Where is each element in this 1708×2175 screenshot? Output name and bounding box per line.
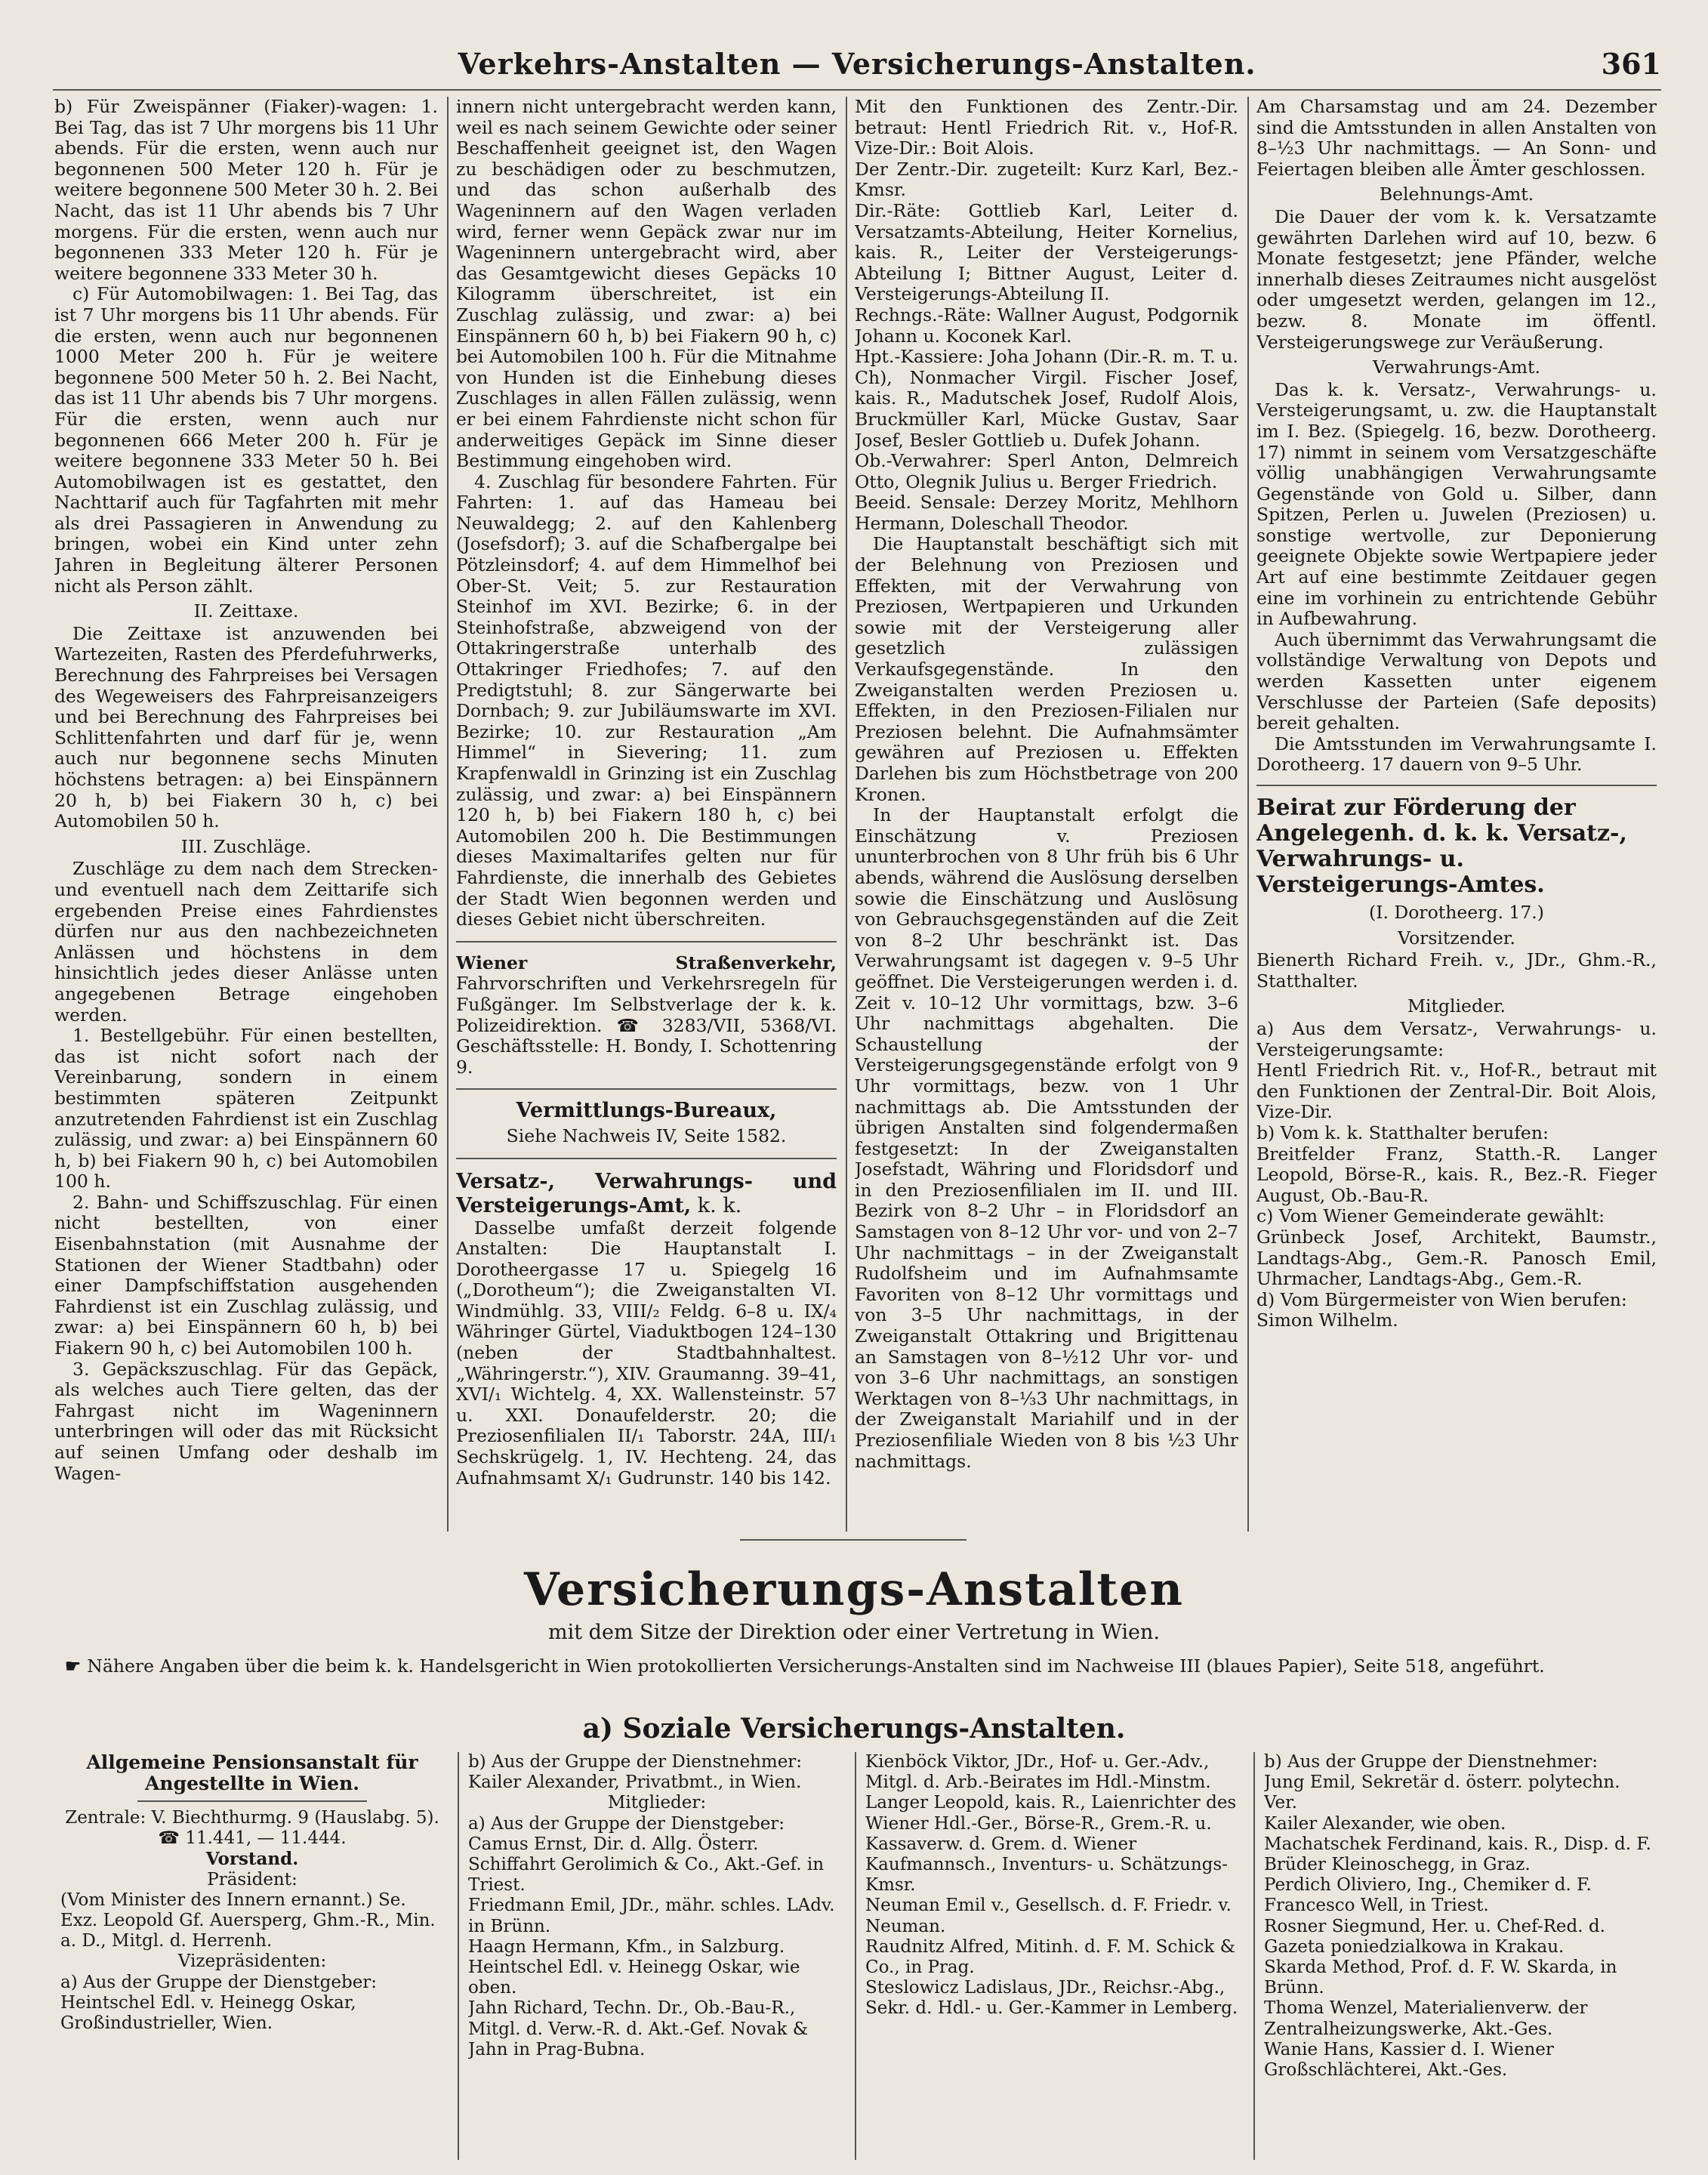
paragraph: Ob.-Verwahrer: Sperl Anton, Delmreich Otto, Olegnik Julius u. Berger Friedrich. (855, 450, 1238, 492)
column-divider (1247, 97, 1249, 1532)
paragraph: Rechngs.-Räte: Wallner August, Podgornik Johann u. Koconek Karl. (855, 304, 1238, 347)
paragraph: Rosner Siegmund, Her. u. Chef-Red. d. Gazeta poniedzialkowa in Krakau. (1264, 1916, 1605, 1957)
entry-text: Siehe Nachweis IV, Seite 1582. (506, 1125, 787, 1146)
paragraph: b) Vom k. k. Statthalter berufen: (1256, 1121, 1549, 1143)
running-title: Verkehrs-Anstalten — Versicherungs-Anstalten. (458, 47, 1256, 81)
paragraph: Dir.-Räte: Gottlieb Karl, Leiter d. Versatzamts-Abteilung, Heiter Kornelius, kais. R., Leiter der Versteigerungs-Abteilung I; Bittner August, Leiter d. Versteigerungs-Abteilung II. (855, 199, 1238, 305)
section-heading: Mitglieder: (607, 1793, 707, 1813)
paragraph: Das k. k. Versatz-, Verwahrungs- u. Versteigerungsamt, u. zw. die Hauptanstalt im I. Bez. (Spiegelg. 16, bezw. Dorotheerg. 17) nimmt in seinem vom Versatzgeschäfte völlig unabhängigen Verwahrungsamte Gegenstände von Gold u. Silber, dann Spitzen, Perlen u. Juwelen (Preziosen) u. sonstige wertvolle, zur Deponierung geeignete Objekte sowie Wertpapiere jeder Art auf eine bestimmte Zeitdauer gegen eine im vorhinein zu entrichtende Gebühr in Aufbewahrung. (1256, 378, 1657, 630)
column-divider (846, 97, 847, 1532)
block-divider (137, 1800, 368, 1802)
paragraph: Beeid. Sensale: Derzey Moritz, Mehlhorn Hermann, Doleschall Theodor. (855, 492, 1238, 534)
paragraph: Wanie Hans, Kassier d. I. Wiener Großschlächterei, Akt.-Ges. (1264, 2039, 1554, 2081)
section-heading: Verwahrungs-Amt. (1373, 356, 1540, 378)
paragraph: (Vom Minister des Innern ernannt.) Se. Exz. Leopold Gf. Auersperg, Ghm.-R., Min. a. D., Mitgl. d. Herrenh. (60, 1890, 436, 1951)
section-heading: III. Zuschläge. (180, 835, 312, 857)
bottom-column-2 (468, 1752, 846, 2160)
paragraph: b) Für Zweispänner (Fiaker)-wagen: 1. Bei Tag, das ist 7 Uhr morgens bis 11 Uhr abends. Für die ersten, wenn auch nur begonnenen 500 Meter 120 h. Für je weitere begonnene 500 Meter 30 h. 2. Bei Nacht, das ist 11 Uhr abends bis 7 Uhr morgens. Für die ersten, wenn auch nur begonnenen 333 Meter 120 h. Für je weitere begonnene 333 Meter 30 h. (54, 97, 438, 284)
subheading: Präsident: (207, 1869, 298, 1890)
entry-title: Vermittlungs-Bureaux, (516, 1099, 777, 1123)
pointing-hand-icon: ☛ (65, 1655, 88, 1677)
paragraph: c) Für Automobilwagen: 1. Bei Tag, das ist 7 Uhr morgens bis 11 Uhr abends. Für die ersten, wenn auch nur begonnenen 1000 Meter 200 h. Für je weitere begonnene 500 Meter 50 h. 2. Bei Nacht, das ist 11 Uhr abends bis 7 Uhr morgens. Für die ersten, wenn auch nur begonnenen 666 Meter 200 h. Für je weitere begonnene 333 Meter 50 h. Bei Automobilwagen ist es gestattet, den Nachttarif auch für Tagfahrten mit mehr als drei Passagieren in Anwendung zu bringen, wobei ein Kind unter zehn Jahren in Begleitung älterer Personen nicht als Person zählt. (54, 283, 438, 597)
paragraph: Bienerth Richard Freih. v., JDr., Ghm.-R., Statthalter. (1256, 949, 1657, 992)
paragraph: Zuschläge zu dem nach dem Strecken- und eventuell nach dem Zeittarife sich ergebenden Preise eines Fahrdienstes dürfen nur aus den nachbezeichneten Anlässen und höchstens in dem hinsichtlich jedes dieser Anlässe unten angegebenen Betrage eingehoben werden. (54, 858, 438, 1026)
paragraph: Kailer Alexander, wie oben. (1264, 1813, 1506, 1834)
paragraph: Hpt.-Kassiere: Joha Johann (Dir.-R. m. T. u. Ch), Nonmacher Virgil. Fischer Josef, kais. R., Madutschek Josef, Rudolf Alois, Bruckmüller Karl, Mücke Gustav, Saar Josef, Besler Gottlieb u. Dufek Johann. (855, 346, 1238, 451)
entry-title: Allgemeine Pensionsanstalt für Angestellte in Wien. (86, 1752, 418, 1794)
paragraph: Mit den Funktionen des Zentr.-Dir. betraut: Hentl Friedrich Rit. v., Hof-R. Vize-Dir.: Boit Alois. (855, 97, 1238, 159)
paragraph: Camus Ernst, Dir. d. Allg. Österr. Schiffahrt Gerolimich & Co., Akt.-Gef. in Triest. (468, 1834, 825, 1896)
paragraph: Thoma Wenzel, Materialienverw. der Zentralheizungswerke, Akt.-Ges. (1264, 1998, 1588, 2039)
paragraph: Haagn Hermann, Kfm., in Salzburg. Heintschel Edl. v. Heinegg Oskar, wie oben. (468, 1936, 800, 1998)
paragraph: Der Zentr.-Dir. zugeteilt: Kurz Karl, Bez.-Kmsr. (855, 158, 1238, 201)
paragraph (456, 953, 837, 1078)
note-text: Nähere Angaben über die beim k. k. Handelsgericht in Wien protokollierten Versicherungs-Anstalten sind im Nachweise III (blaues Papier), Seite 518, angeführt. (87, 1655, 1545, 1677)
paragraph: 4. Zuschlag für besondere Fahrten. Für Fahrten: 1. auf das Hameau bei Neuwaldegg; 2. auf den Kahlenberg (Josefsdorf); 3. auf die Schafbergalpe bei Pötzleinsdorf; 4. auf dem Himmelhof bei Ober-St. Veit; 5. zur Restauration Steinhof im XVI. Bezirke; 6. in der Steinhofstraße, abzweigend von der Ottakringerstraße unterhalb des Ottakringer Friedhofes; 7. auf den Predigtstuhl; 8. zur Sängerwarte bei Dornbach; 9. zur Jubiläumswarte im XVI. Bezirke; 10. zur Restauration „Am Himmel“ in Sievering; 11. zum Krapfenwaldl in Grinzing ist ein Zuschlag zulässig, und zwar: a) bei Einspännern 120 h, b) bei Fiakern 180 h, c) bei Automobilen 200 h. Die Bestimmungen dieses Maximaltarifes gelten nur für Fahrdienste, die innerhalb des Gebietes der Stadt Wien begonnen werden und dieses Gebiet nicht überschreiten. (456, 470, 837, 930)
paragraph: Hentl Friedrich Rit. v., Hof-R., betraut mit den Funktionen der Zentral-Dir. Boit Alois, Vize-Dir. (1256, 1060, 1657, 1123)
paragraph: 1. Bestellgebühr. Für einen bestellten, das ist nicht sofort nach der Vereinbarung, sondern in einem bestimmten späteren Zeitpunkt anzutretenden Fahrdienst ist ein Zuschlag zulässig, und zwar: a) bei Einspännern 60 h, b) bei Fiakern 90 h, c) bei Automobilen 100 h. (54, 1025, 438, 1192)
paragraph: d) Vom Bürgermeister von Wien berufen: (1256, 1288, 1627, 1310)
paragraph: b) Aus der Gruppe der Dienstnehmer: (468, 1752, 803, 1772)
column-divider (447, 97, 449, 1532)
section-heading: II. Zeittaxe. (193, 600, 299, 622)
section-heading: Vorstand. (205, 1849, 299, 1870)
paragraph: Jahn Richard, Techn. Dr., Ob.-Bau-R., Mitgl. d. Verw.-R. d. Akt.-Gef. Novak & Jahn in Prag-Bubna. (468, 1998, 809, 2059)
paragraph: Perdich Oliviero, Ing., Chemiker d. F. Francesco Well, in Triest. (1264, 1875, 1592, 1916)
page-header (53, 47, 1661, 89)
paragraph: a) Aus dem Versatz-, Verwahrungs- u. Versteigerungsamte: (1256, 1017, 1657, 1060)
paragraph: Grünbeck Josef, Architekt, Baumstr., Landtags-Abg., Gem.-R. Panosch Emil, Uhrmacher, Landtags-Abg., Gem.-R. (1256, 1226, 1657, 1290)
paragraph: Jung Emil, Sekretär d. österr. polytechn. Ver. (1264, 1772, 1620, 1813)
block-divider (456, 941, 837, 942)
header-rule (53, 89, 1661, 91)
paragraph: Machatschek Ferdinand, kais. R., Disp. d. F. Brüder Kleinoschegg, in Graz. (1264, 1834, 1651, 1875)
column-divider (855, 1752, 856, 2160)
entry-suffix: k. k. (697, 1193, 742, 1217)
paragraph: 2. Bahn- und Schiffszuschlag. Für einen nicht bestellten, von einer Eisenbahnstation (mit Ausnahme der Stationen der Wiener Stadtbahn) oder einer Dampfschiffstation ausgehenden Fahrdienst ist ein Zuschlag zulässig, und zwar: a) bei Einspännern 60 h, b) bei Fiakern 90 h, c) bei Automobilen 100 h. (54, 1191, 438, 1359)
paragraph: Die Dauer der vom k. k. Versatzamte gewährten Darlehen wird auf 10, bezw. 6 Monate festgesetzt; jene Pfänder, welche innerhalb dieses Zeitraumes nicht ausgelöst oder umgesetzt werden, gelangen im 12., bezw. 8. Monate im öffentl. Versteigerungswege zur Veräußerung. (1256, 205, 1657, 353)
entry-title: Versatz-, Verwahrungs- und Versteigerungs-Amt, (456, 1169, 837, 1217)
paragraph: Die Hauptanstalt beschäftigt sich mit der Belehnung von Preziosen und Effekten, mit der Verwahrung von Preziosen, Wertpapieren und Urkunden sowie mit der Versteigerung aller gesetzlich zulässigen Verkaufsgegenstände. In den Zweiganstalten werden Preziosen u. Effekten, in den Preziosen-Filialen nur Preziosen belehnt. Die Aufnahmsämter gewähren auf Preziosen u. Effekten Darlehen bis zum Höchstbetrage von 200 Kronen. (855, 533, 1238, 805)
paragraph: innern nicht untergebracht werden kann, weil es nach seinem Gewichte oder seiner Beschaffenheit geeignet ist, den Wagen zu beschädigen oder zu beschmutzen, und das schon außerhalb des Wageninnern auf den Wagen verladen wird, ferner wenn Gepäck zwar nur im Wageninnern untergebracht wird, aber das Gesamtgewicht dieses Gepäcks 10 Kilogramm überschreitet, ist ein Zuschlag zulässig, und zwar: a) bei Einspännern 60 h, b) bei Fiakern 90 h, c) bei Automobilen 100 h. Für die Mitnahme von Hunden ist die Einhebung dieses Zuschlages in allen Fällen zulässig, wenn er bei einem Fahrdienste nicht schon für anderweitiges Gepäck im Sinne dieser Bestimmung eingehoben wird. (456, 97, 837, 472)
entry-title: Beirat zur Förderung der Angelegenh. d. k. k. Versatz-, Verwahrungs- u. Versteigerungs-Amtes. (1256, 794, 1627, 898)
paragraph: Steslowicz Ladislaus, JDr., Reichsr.-Abg., Sekr. d. Hdl.- u. Ger.-Kammer in Lemberg. (865, 1978, 1238, 2019)
column-2 (456, 97, 837, 1532)
paragraph (456, 1170, 837, 1218)
section-title: a) Soziale Versicherungs-Anstalten. (582, 1713, 1126, 1745)
address: Zentrale: V. Biechthurmg. 9 (Hauslabg. 5). ☎ 11.441, — 11.444. (65, 1808, 439, 1849)
block-divider (456, 1158, 837, 1159)
section-rule (740, 1539, 967, 1541)
paragraph: Kienböck Viktor, JDr., Hof- u. Ger.-Adv., Mitgl. d. Arb.-Beirates im Hdl.-Minstm. (865, 1752, 1211, 1793)
block-divider (1256, 785, 1657, 786)
column-4 (1256, 97, 1657, 1532)
entry-text: Fahrvorschriften und Verkehrsregeln für Fußgänger. Im Selbstverlage der k. k. Polizeidirektion. ☎ 3283/VII, 5368/VI. Geschäftsstelle: H. Bondy, I. Schottenring 9. (456, 973, 837, 1078)
paragraph: Heintschel Edl. v. Heinegg Oskar, Großindustrieller, Wien. (60, 1992, 356, 2034)
column-divider (1253, 1752, 1255, 2160)
paragraph: Dasselbe umfaßt derzeit folgende Anstalten: Die Hauptanstalt I. Dorotheergasse 17 u. Spiegelg 16 („Dorotheum“); die Zweiganstalten VI. Windmühlg. 33, VIII/₂ Feldg. 6–8 u. IX/₄ Währinger Gürtel, Viaduktbogen 124–130 (neben der Stadtbahnhaltest. „Währingerstr.“), XIV. Graumanng. 39–41, XVI/₁ Wichtelg. 4, XX. Wallensteinstr. 57 u. XXI. Donaufelderstr. 20; die Preziosenfilialen II/₁ Taborstr. 24A, III/₁ Sechskrügelg. 1, IV. Hechteng. 24, das Aufnahmsamt X/₁ Gudrunstr. 140 bis 142. (456, 1217, 837, 1489)
bottom-column-1 (60, 1752, 444, 2160)
section-heading: Mitglieder. (1407, 995, 1506, 1017)
address: (I. Dorotheerg. 17.) (1369, 902, 1544, 923)
paragraph: 3. Gepäckszuschlag. Für das Gepäck, als welches auch Tiere gelten, das der Fahrgast nicht im Wageninnern unterbringen will oder das mit Rücksicht auf seinen Umfang oder deshalb im Wagen- (54, 1358, 438, 1484)
paragraph: Am Charsamstag und am 24. Dezember sind die Amtsstunden in allen Anstalten von 8–½3 Uhr nachmittags. — An Sonn- und Feiertagen bleiben alle Ämter geschlossen. (1256, 97, 1657, 180)
column-divider (458, 1752, 459, 2160)
entry-title: Wiener Straßenverkehr, (456, 952, 837, 973)
page-number: 361 (1601, 47, 1661, 81)
paragraph: Die Amtsstunden im Verwahrungsamte I. Dorotheerg. 17 dauern von 9–5 Uhr. (1256, 733, 1657, 776)
bottom-column-3 (865, 1752, 1243, 2160)
bottom-column-4 (1264, 1752, 1657, 2160)
paragraph: Breitfelder Franz, Statth.-R. Langer Leopold, Börse-R., kais. R., Bez.-R. Fieger August, Ob.-Bau-R. (1256, 1143, 1657, 1206)
paragraph: c) Vom Wiener Gemeinderate gewählt: (1256, 1205, 1605, 1227)
paragraph: Die Zeittaxe ist anzuwenden bei Wartezeiten, Rasten des Pferdefuhrwerks, Berechnung des Fahrpreises bei Versagen des Wegeweisers des Fahrpreisanzeigers und bei Berechnung des Fahrpreises bei Schlittenfahrten und darf für je, wenn auch nur begonnene sechs Minuten höchstens betragen: a) bei Einspännern 20 h, b) bei Fiakern 30 h, c) bei Automobilen 50 h. (54, 622, 438, 832)
paragraph: Raudnitz Alfred, Mitinh. d. F. M. Schick & Co., in Prag. (865, 1936, 1236, 1978)
paragraph: b) Aus der Gruppe der Dienstnehmer: (1264, 1752, 1599, 1772)
block-divider (456, 1088, 837, 1090)
section-heading: Belehnungs-Amt. (1379, 184, 1534, 205)
paragraph: In der Hauptanstalt erfolgt die Einschätzung v. Preziosen ununterbrochen von 8 Uhr früh bis 6 Uhr abends, während die Auslösung derselben sowie die Einschätzung und Auslösung von Gebrauchsgegenständen auf die Zeit von 8–2 Uhr beschränkt ist. Das Verwahrungsamt ist dagegen v. 9–5 Uhr geöffnet. Die Versteigerungen werden i. d. Zeit v. 10–12 Uhr vormittags, bzw. 3–6 Uhr nachmittags abgehalten. Die Schaustellung der Versteigerungsgegenstände erfolgt von 9 Uhr vormittags, bezw. von 1 Uhr nachmittags ab. Die Amtsstunden der übrigen Anstalten sind folgendermaßen festgesetzt: In der Zweiganstalten Josefstadt, Währing und Floridsdorf und in den Preziosenfilialen im II. und III. Bezirk von 8–2 Uhr – in Floridsdorf an Samstagen von 8–12 Uhr vor- und von 2–7 Uhr nachmittags – in der Zweiganstalt Rudolfsheim und im Aufnahmsamte Favoriten von 8–12 Uhr vormittags und von 3–5 Uhr nachmittags, in der Zweiganstalt Ottakring und Brigittenau an Samstagen von 8–½12 Uhr vor- und von 3–6 Uhr nachmittags, an sonstigen Werktagen von 8–⅓3 Uhr nachmittags, in der Zweiganstalt Mariahilf und in der Preziosenfiliale Wieden von 8 bis ½3 Uhr nachmittags. (855, 804, 1238, 1472)
paragraph: Friedmann Emil, JDr., mähr. schles. LAdv. in Brünn. (468, 1896, 835, 1936)
paragraph: Neuman Emil v., Gesellsch. d. F. Friedr. v. Neuman. (865, 1896, 1232, 1936)
paragraph: Langer Leopold, kais. R., Laienrichter des Wiener Hdl.-Ger., Börse-R., Grem.-R. u. Kassaverw. d. Grem. d. Wiener Kaufmannsch., Inventurs- u. Schätzungs-Kmsr. (865, 1793, 1237, 1896)
paragraph: Kailer Alexander, Privatbmt., in Wien. (468, 1772, 802, 1793)
subheading: Vizepräsidenten: (177, 1951, 327, 1972)
paragraph: a) Aus der Gruppe der Dienstgeber: (60, 1972, 378, 1992)
paragraph: Skarda Method, Prof. d. F. W. Skarda, in Brünn. (1264, 1958, 1617, 1998)
column-3 (855, 97, 1238, 1532)
column-1 (54, 97, 438, 1532)
section-heading: Vorsitzender. (1398, 927, 1515, 949)
paragraph: Simon Wilhelm. (1256, 1310, 1398, 1331)
paragraph: Auch übernimmt das Verwahrungsamt die vollständige Verwaltung von Depots und werden Kassetten unter eigenem Verschlusse der Parteien (Safe deposits) bereit gehalten. (1256, 628, 1657, 734)
main-title: Versicherungs-Anstalten (523, 1563, 1185, 1616)
main-subtitle: mit dem Sitze der Direktion oder einer Vertretung in Wien. (548, 1621, 1160, 1644)
paragraph: a) Aus der Gruppe der Dienstgeber: (468, 1813, 785, 1834)
reference-note (65, 1655, 1658, 1677)
